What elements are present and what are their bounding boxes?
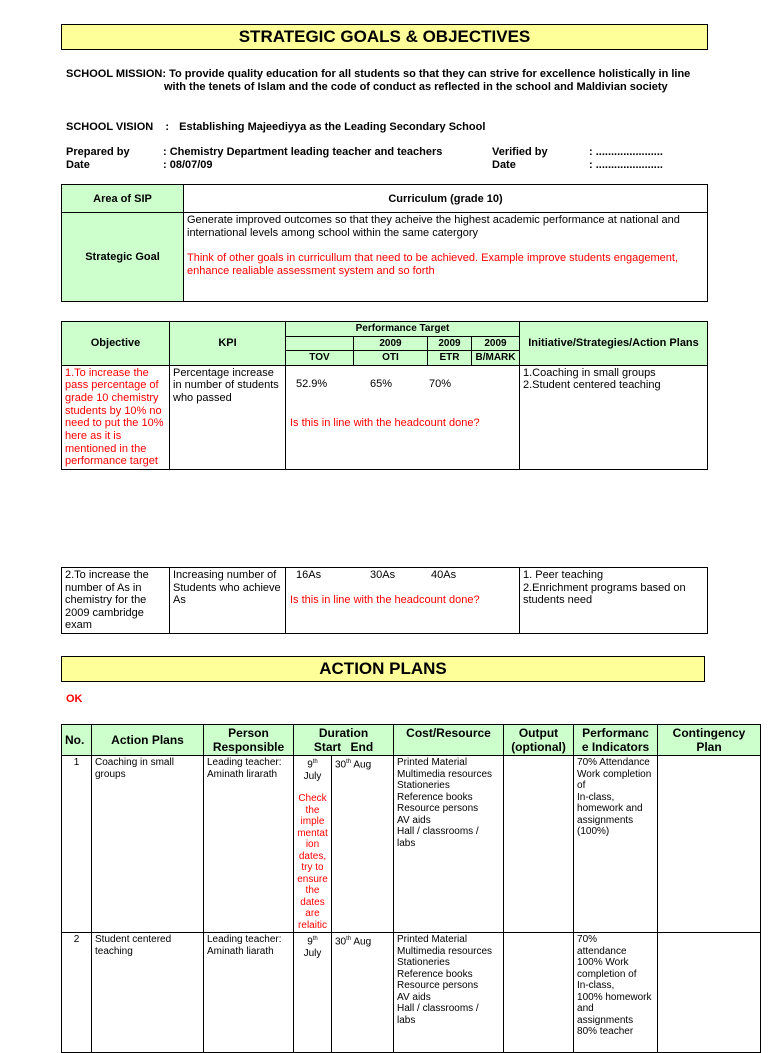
row-1-indicator: homework and <box>577 803 643 814</box>
initiative-1-item-2: 2.Student centered teaching <box>523 379 661 392</box>
objectives-table <box>61 321 708 470</box>
performance-target-2 <box>286 568 520 634</box>
row-1-resource: AV aids <box>397 814 431 826</box>
row-1-start-day: 9 <box>307 759 313 771</box>
page-title-banner <box>61 24 708 50</box>
row-1-no: 1 <box>62 756 92 933</box>
tov-2: 16As <box>296 569 322 581</box>
prepared-by-label: Prepared by <box>66 146 130 158</box>
vision-sep: : <box>165 121 169 133</box>
performance-target-header: Performance Target <box>286 322 520 337</box>
initiative-1-item-1: 1.Coaching in small groups <box>523 366 656 379</box>
output-header-line-2: (optional) <box>511 740 566 754</box>
cont-header-line-2: Plan <box>696 740 722 754</box>
duration-header <box>294 725 394 756</box>
action-plans-title: ACTION PLANS <box>319 659 447 678</box>
prepared-by-values <box>163 146 442 172</box>
row-1-start <box>294 756 332 933</box>
etr-header: ETR <box>428 351 472 366</box>
row-1-indicators <box>574 756 658 933</box>
perf-header-line-1: Performanc <box>582 726 649 740</box>
row-1-end-month: Aug <box>353 759 372 771</box>
action-plans-banner <box>61 656 705 682</box>
row-2-contingency <box>658 933 761 1053</box>
school-mission <box>66 68 746 94</box>
row-1-end-sup: th <box>346 759 352 765</box>
sip-table <box>61 184 708 302</box>
verified-by-values <box>589 146 663 172</box>
row-1-plan: Coaching in small groups <box>92 756 204 933</box>
row-2-start-month: July <box>303 948 322 960</box>
oti-1: 65% <box>370 377 393 390</box>
row-2-no: 2 <box>62 933 92 1053</box>
row-2-resource: Hall / classrooms / <box>397 1003 479 1015</box>
vision-text: Establishing Majeediyya as the Leading Secondary School <box>179 121 486 133</box>
row-1-indicator: (100%) <box>577 826 610 837</box>
objective-1: 1.To increase the pass percentage of grade 10 chemistry students by 10% no need to put the 10% here as it is mentioned in the performance target <box>62 365 170 470</box>
row-2-resource: Resource persons <box>397 980 479 992</box>
oti-header: OTI <box>354 351 428 366</box>
verified-date-value: : ...................... <box>589 159 663 171</box>
objective-2: 2.To increase the number of As in chemistry for the 2009 cambridge exam <box>62 568 170 634</box>
row-1-person: Leading teacher: Aminath lirarath <box>204 756 294 933</box>
row-1-start-month: July <box>303 770 322 782</box>
year-blank-header <box>286 336 354 351</box>
school-vision <box>66 121 485 133</box>
row-1-resource: Printed Material <box>397 757 468 768</box>
kpi-header: KPI <box>170 322 286 366</box>
ok-label: OK <box>66 693 83 705</box>
cont-header-line-1: Contingency <box>672 726 746 740</box>
etr-2: 40As <box>431 569 457 581</box>
row-1-resource: Stationeries <box>397 780 450 791</box>
verified-by-value: : ...................... <box>589 146 663 158</box>
person-responsible-header <box>204 725 294 756</box>
person-header-line-1: Person <box>228 726 269 740</box>
prepared-by-block <box>66 146 130 172</box>
performance-indicators-header <box>574 725 658 756</box>
initiative-2-item-2: 2.Enrichment programs based on students need <box>523 581 686 606</box>
row-2-indicator: and <box>577 1003 594 1015</box>
page-title: STRATEGIC GOALS & OBJECTIVES <box>238 27 531 46</box>
row-1-output <box>504 756 574 933</box>
row-2-end-month: Aug <box>353 936 372 948</box>
row-2-indicator: 70% <box>577 934 598 946</box>
output-header-line-1: Output <box>518 726 559 740</box>
mission-line-1: To provide quality education for all students so that they can strive for excellence holistically in line <box>169 68 691 80</box>
bmark-header: B/MARK <box>472 351 520 366</box>
area-of-sip-value: Curriculum (grade 10) <box>184 185 708 213</box>
initiative-1 <box>520 365 708 470</box>
row-2-end-sup: th <box>346 936 352 943</box>
tov-1: 52.9% <box>296 377 328 390</box>
etr-1: 70% <box>429 377 452 390</box>
row-1-resource: Reference books <box>397 791 473 803</box>
row-2-output <box>504 933 574 1053</box>
tov-header: TOV <box>286 351 354 366</box>
contingency-plan-header <box>658 725 761 756</box>
row-2-end <box>332 933 394 1053</box>
end-header: End <box>350 740 374 754</box>
row-2-indicator: In-class, <box>577 980 615 992</box>
action-plans-header: Action Plans <box>92 725 204 756</box>
cost-resource-header: Cost/Resource <box>394 725 504 756</box>
row-1-contingency <box>658 756 761 933</box>
headcount-note-2: Is this in line with the headcount done? <box>290 594 480 606</box>
row-1-resource: Multimedia resources <box>397 768 493 780</box>
strategic-goal-cell <box>184 213 708 302</box>
row-2-plan: Student centered teaching <box>92 933 204 1053</box>
row-2-start-day: 9 <box>307 936 313 948</box>
row-1-indicator: 70% Attendance <box>577 757 650 768</box>
row-2-start-sup: th <box>312 936 318 943</box>
initiative-header: Initiative/Strategies/Action Plans <box>520 322 708 366</box>
row-2-indicator: 100% Work <box>577 957 629 969</box>
row-1-resource: Resource persons <box>397 803 479 814</box>
row-2-resource: Reference books <box>397 968 473 980</box>
row-2-person: Leading teacher: Aminath liarath <box>204 933 294 1053</box>
date-value: : 08/07/09 <box>163 159 213 171</box>
no-header: No. <box>62 725 92 756</box>
row-1-date-note: Check the imple mentat ion dates, try to ensure the dates are relaitic <box>297 793 328 931</box>
row-2-indicators <box>574 933 658 1053</box>
row-2-start <box>294 933 332 1053</box>
row-1-indicator: In-class, <box>577 791 615 803</box>
initiative-2 <box>520 568 708 634</box>
row-1-resource: labs <box>397 837 416 849</box>
year-2009-etr-header: 2009 <box>428 336 472 351</box>
kpi-2: Increasing number of Students who achieve As <box>170 568 286 634</box>
row-2-indicator: attendance <box>577 945 627 957</box>
perf-header-line-2: e Indicators <box>581 740 650 754</box>
vision-label: SCHOOL VISION <box>66 121 154 133</box>
row-2-resources <box>394 933 504 1053</box>
row-1-end <box>332 756 394 933</box>
kpi-1: Percentage increase in number of students who passed <box>170 365 286 470</box>
area-of-sip-label: Area of SIP <box>62 185 184 213</box>
strategic-goal-text: Generate improved outcomes so that they acheive the highest academic performance at national and international levels among school within the same catergory <box>187 214 680 239</box>
row-1-resources <box>394 756 504 933</box>
verified-date-label: Date <box>492 159 516 171</box>
row-2-resource: Stationeries <box>397 957 450 969</box>
row-2-resource: labs <box>397 1014 416 1026</box>
initiative-2-item-1: 1. Peer teaching <box>523 569 604 581</box>
row-1-end-day: 30 <box>335 759 347 771</box>
row-1-indicator: Work completion <box>577 768 652 780</box>
year-2009-oti-header: 2009 <box>354 336 428 351</box>
prepared-by-value: : Chemistry Department leading teacher and teachers <box>163 146 443 158</box>
oti-2: 30As <box>370 569 396 581</box>
date-label: Date <box>66 159 90 171</box>
performance-target-1 <box>286 365 520 470</box>
row-2-resource: Multimedia resources <box>397 945 493 957</box>
row-2-resource: AV aids <box>397 991 431 1003</box>
start-header: Start <box>313 740 342 754</box>
verified-by-label: Verified by <box>492 146 548 158</box>
row-2-indicator: 80% teacher <box>577 1026 634 1038</box>
strategic-goal-note: Think of other goals in curricullum that need to be achieved. Example improve students engagement, enhance realiable assessment system and so forth <box>187 252 678 277</box>
row-1-start-sup: th <box>312 759 318 765</box>
row-2-indicator: assignments <box>577 1014 634 1026</box>
objective-header: Objective <box>62 322 170 366</box>
action-plans-table <box>61 724 761 1053</box>
mission-line-2: with the tenets of Islam and the code of conduct as reflected in the school and Maldivian society <box>164 81 668 93</box>
row-2-indicator: 100% homework <box>577 991 652 1003</box>
duration-label: Duration <box>318 726 369 740</box>
output-header <box>504 725 574 756</box>
row-2-end-day: 30 <box>335 936 347 948</box>
row-1-resource: Hall / classrooms / <box>397 826 479 837</box>
strategic-goal-label: Strategic Goal <box>62 213 184 302</box>
objectives-table-2 <box>61 567 708 634</box>
year-2009-bmark-header: 2009 <box>472 336 520 351</box>
person-header-line-2: Responsible <box>212 740 285 754</box>
row-2-resource: Printed Material <box>397 934 468 946</box>
mission-label: SCHOOL MISSION: <box>66 68 167 80</box>
headcount-note-1: Is this in line with the headcount done? <box>290 416 480 429</box>
row-2-indicator: completion of <box>577 968 637 980</box>
verified-by-block <box>492 146 548 172</box>
row-1-indicator: of <box>577 780 586 791</box>
row-1-indicator: assignments <box>577 814 634 826</box>
